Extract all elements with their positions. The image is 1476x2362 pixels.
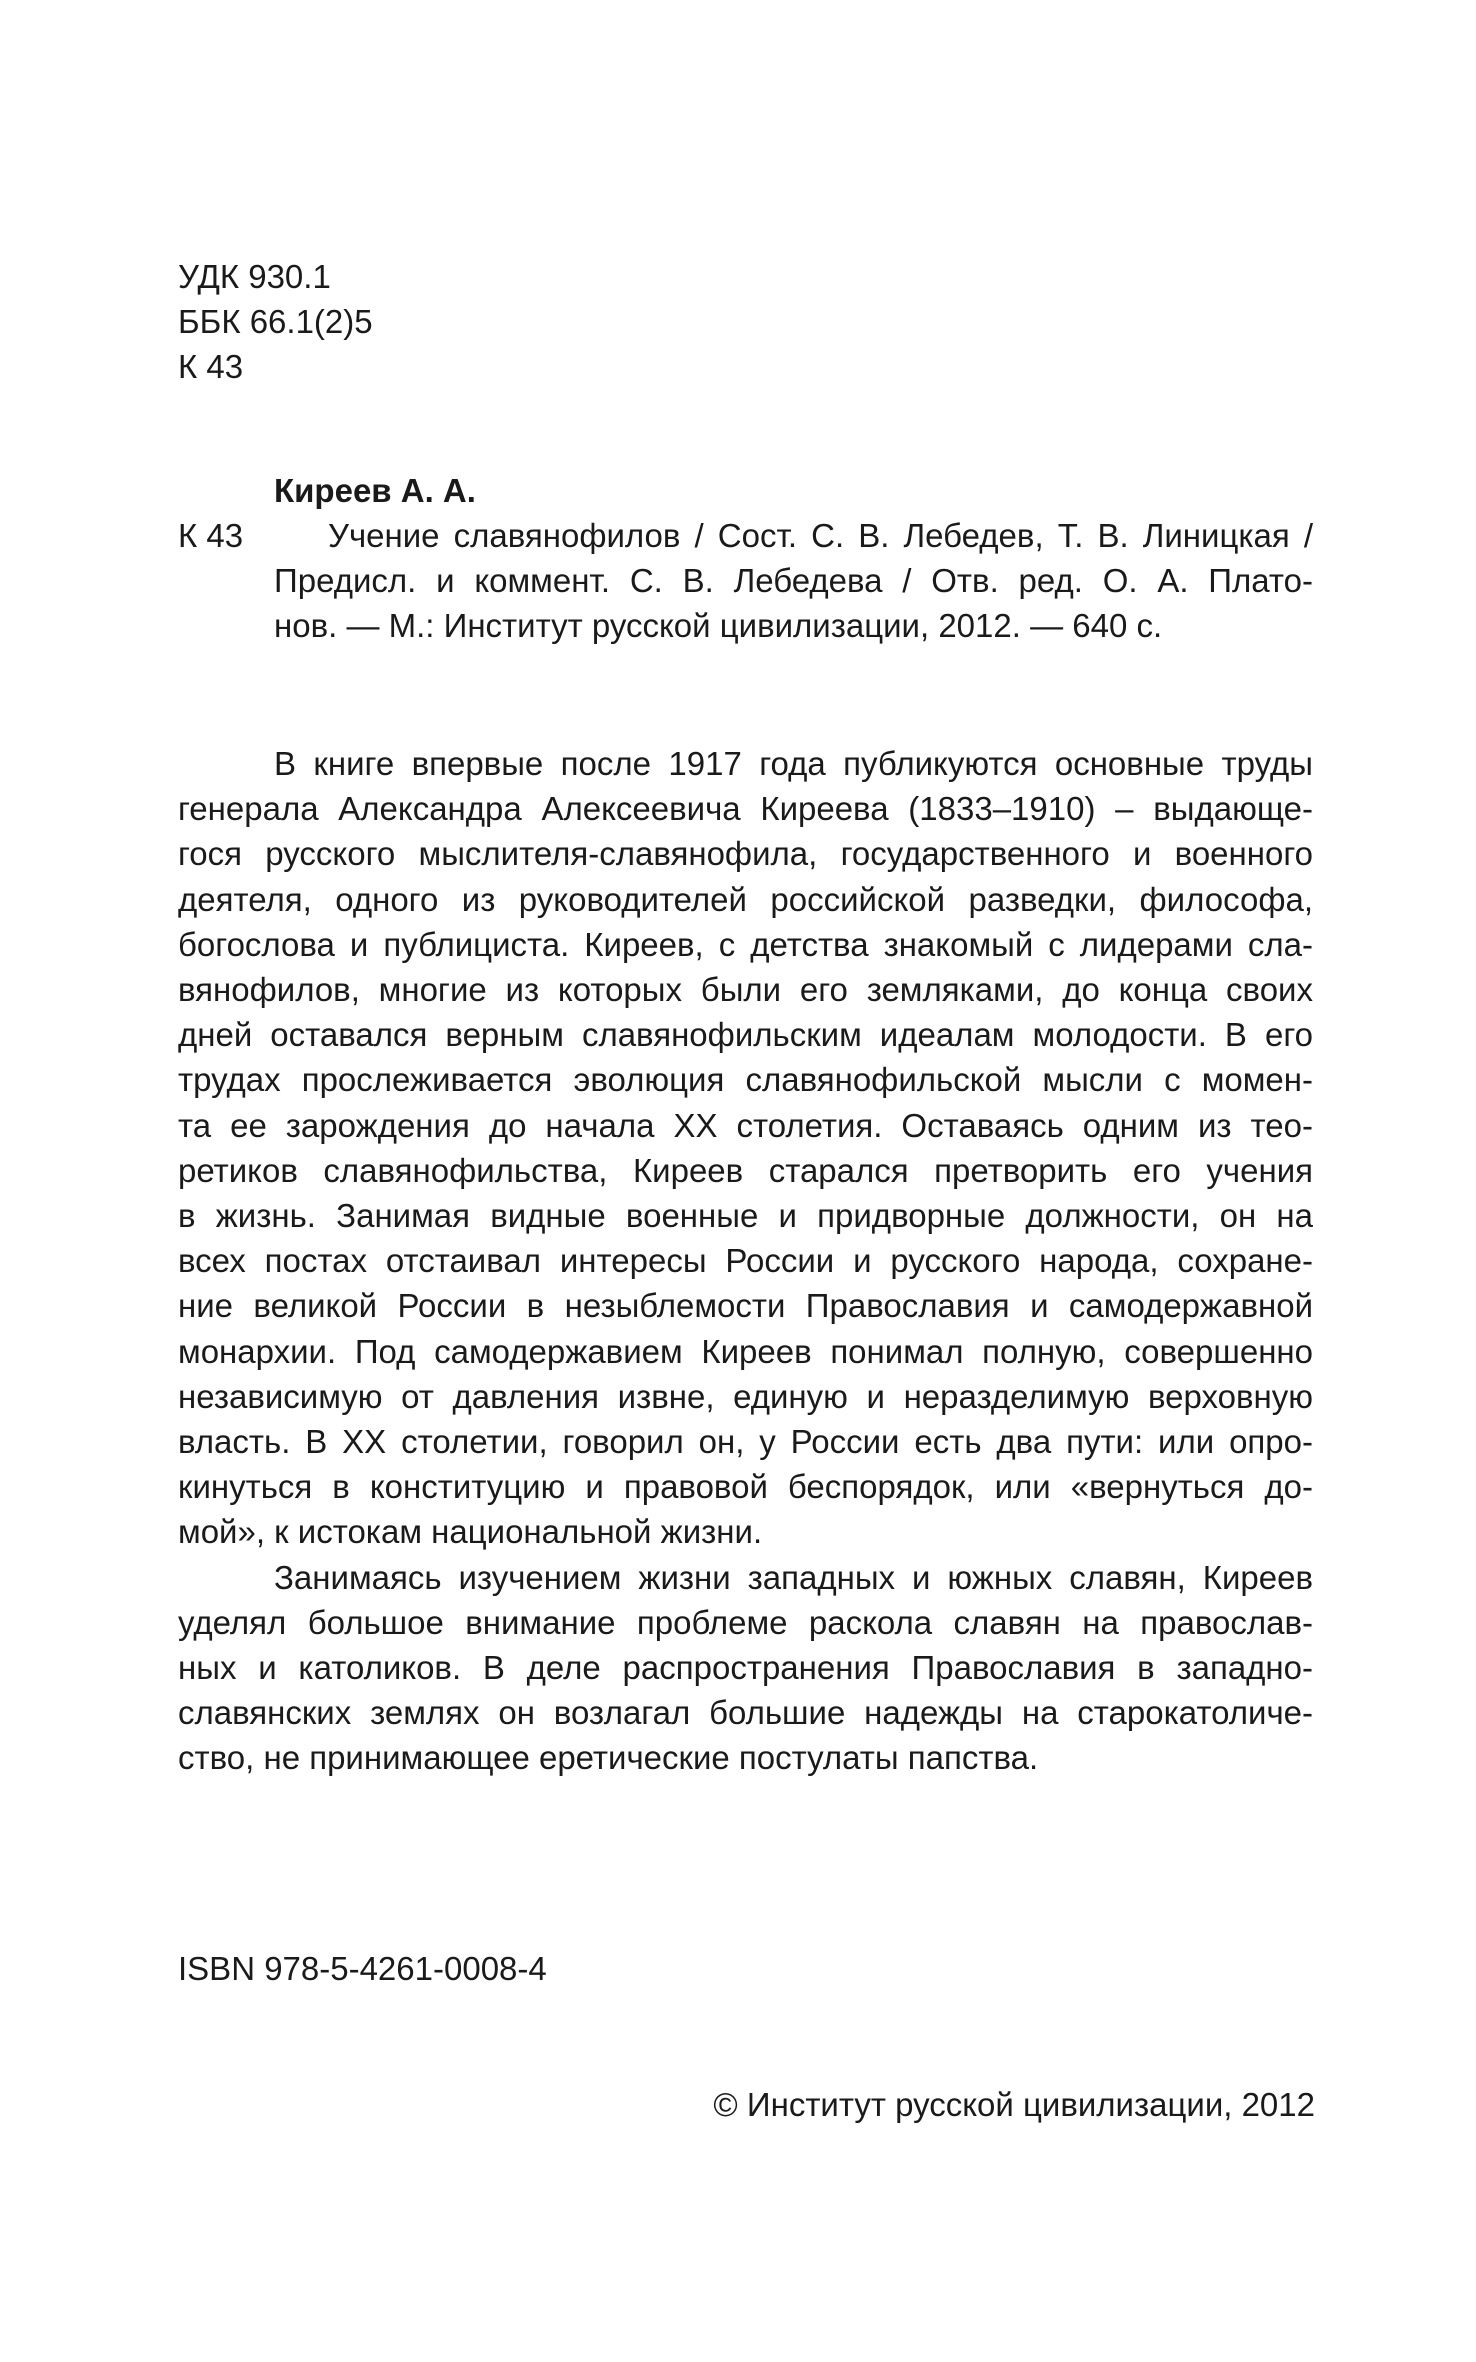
abstract-line: В книге впервые после 1917 года публикуются основные труды: [274, 745, 1313, 782]
udk-code: УДК 930.1: [178, 258, 331, 295]
abstract-line: ретиков славянофильства, Киреев старался претворить его учения: [178, 1151, 1313, 1189]
bibliographic-entry: [178, 513, 1313, 648]
abstract-line: богослова и публициста. Киреев, с детства знакомый с лидерами сла-: [178, 925, 1313, 963]
classification-codes: [178, 254, 373, 389]
entry-line: Учение славянофилов / Сост. С. В. Лебедев, Т. В. Линицкая /: [328, 517, 1313, 554]
abstract-line: та ее зарождения до начала XX столетия. Оставаясь одним из тео-: [178, 1106, 1313, 1144]
bbk-code: ББК 66.1(2)5: [178, 303, 373, 340]
abstract-line: славянских землях он возлагал большие надежды на старокатоличе-: [178, 1694, 1313, 1732]
abstract-line: уделял большое внимание проблеме раскола славян на православ-: [178, 1603, 1313, 1641]
author-name: Киреев А. А.: [274, 472, 476, 509]
abstract-line: гося русского мыслителя-славянофила, государственного и военного: [178, 835, 1313, 873]
abstract-line: генерала Александра Алексеевича Киреева (1833–1910) – выдающе-: [178, 790, 1313, 828]
entry-description: [274, 513, 1313, 648]
abstract-paragraph-1: [178, 741, 1313, 1555]
abstract-paragraph-2: [178, 1555, 1313, 1781]
abstract-line: ние великой России в незыблемости Православия и самодержавной: [178, 1287, 1313, 1325]
copyright-notice: © Институт русской цивилизации, 2012: [713, 2086, 1315, 2123]
abstract-line: независимую от давления извне, единую и неразделимую верховную: [178, 1377, 1313, 1415]
abstract-line: ство, не принимающее еретические постулаты папства.: [178, 1739, 1039, 1777]
abstract-line: трудах прослеживается эволюция славянофильской мысли с момен-: [178, 1061, 1313, 1099]
abstract-line: деятеля, одного из руководителей российской разведки, философа,: [178, 880, 1313, 918]
abstract-line: всех постах отстаивал интересы России и русского народа, сохране-: [178, 1242, 1313, 1280]
entry-line: Предисл. и коммент. С. В. Лебедева / Отв. ред. О. А. Плато-: [274, 562, 1313, 599]
abstract-line: монархии. Под самодержавием Киреев понимал полную, совершенно: [178, 1332, 1313, 1370]
entry-line: нов. — М.: Институт русской цивилизации, 2012. — 640 с.: [274, 607, 1163, 644]
abstract-line: в жизнь. Занимая видные военные и придворные должности, он на: [178, 1197, 1313, 1235]
abstract-line: ных и католиков. В деле распространения Православия в западно-: [178, 1649, 1313, 1687]
abstract-line: мой», к истокам национальной жизни.: [178, 1513, 763, 1551]
isbn: ISBN 978-5-4261-0008-4: [178, 1950, 547, 1987]
abstract: [178, 741, 1313, 1781]
author-sign: К 43: [178, 348, 244, 385]
entry-author-sign: К 43: [178, 517, 244, 554]
abstract-line: власть. В XX столетии, говорил он, у России есть два пути: или опро-: [178, 1423, 1313, 1461]
abstract-line: вянофилов, многие из которых были его земляками, до конца своих: [178, 971, 1313, 1009]
abstract-line: Занимаясь изучением жизни западных и южных славян, Киреев: [274, 1558, 1313, 1596]
abstract-line: дней оставался верным славянофильским идеалам молодости. В его: [178, 1016, 1313, 1054]
abstract-line: кинуться в конституцию и правовой беспорядок, или «вернуться до-: [178, 1468, 1313, 1506]
